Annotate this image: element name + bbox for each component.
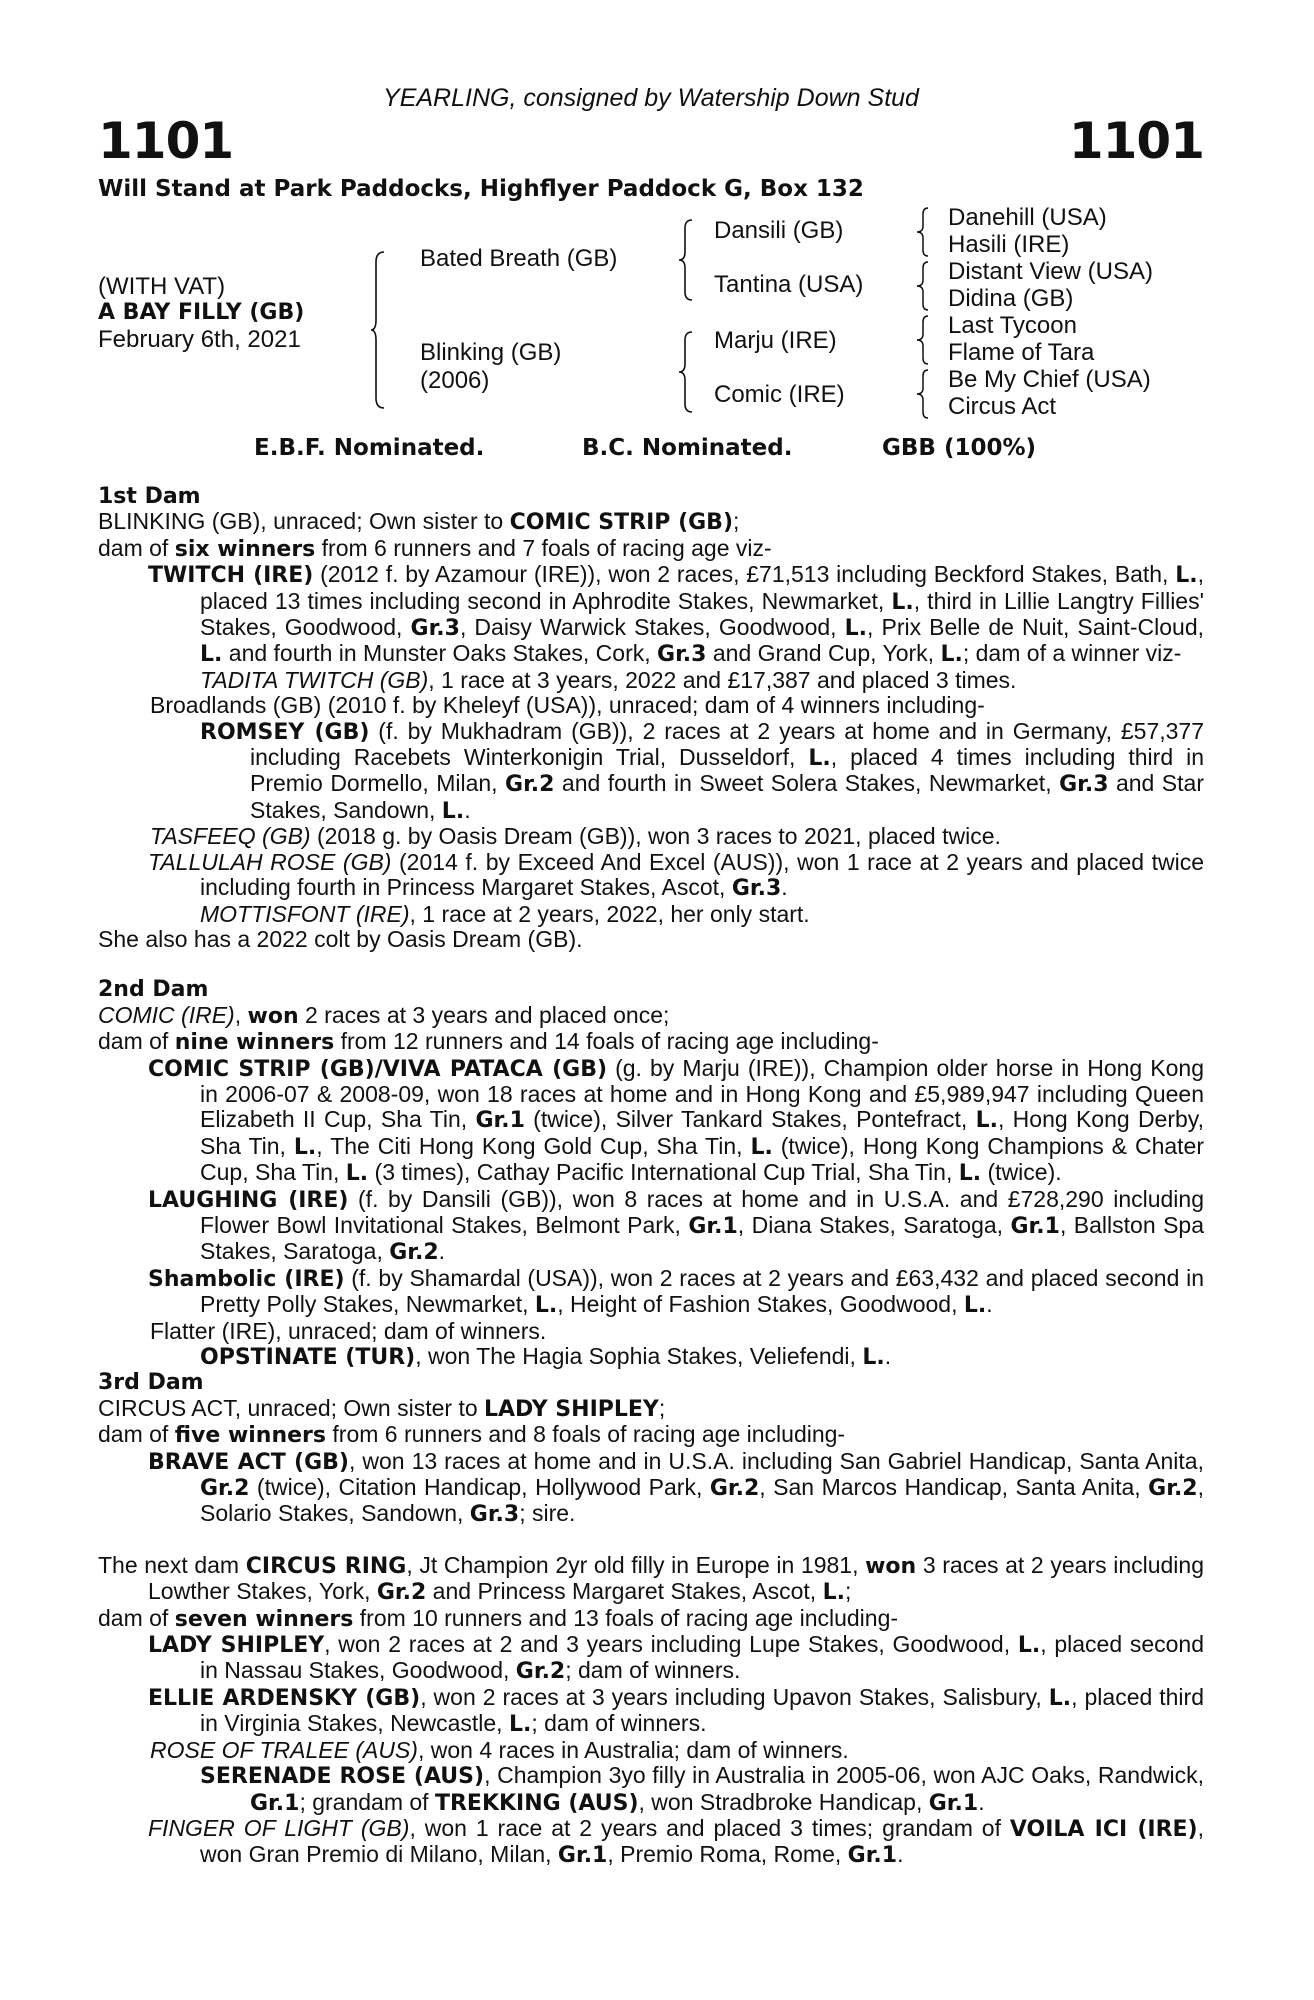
produce-mottisfont: MOTTISFONT (IRE), 1 race at 2 years, 2022, her only start. bbox=[200, 900, 810, 927]
horse-name: A BAY FILLY (GB) bbox=[98, 300, 305, 325]
brace-g4 bbox=[916, 368, 932, 420]
consignor-line: YEARLING, consigned by Watership Down Stud bbox=[383, 84, 919, 112]
vat-note: (WITH VAT) bbox=[98, 273, 226, 300]
produce-brave-act: BRAVE ACT (GB), won 13 races at home and in U.S.A. including San Gabriel Handicap, Santa Anita, Gr.2 (twice), Citation Handicap, Hollywood Park, Gr.2, San Marcos Handicap, Santa Anita, Gr.2, Solario Stakes, Sandown, Gr.3; sire. bbox=[148, 1447, 1204, 1528]
ebf-nomination: E.B.F. Nominated. bbox=[254, 435, 485, 461]
produce-comic-strip: COMIC STRIP (GB)/VIVA PATACA (GB) (g. by Marju (IRE)), Champion older horse in Hong Kong in 2006-07 & 2008-09, won 18 races at home and in Hong Kong and £5,989,947 including Queen Elizabeth II Cup, Sha Tin, Gr.1 (twice), Silver Tankard Stakes, Pontefract, L., Hong Kong Derby, Sha Tin, L., The Citi Hong Kong Gold Cup, Sha Tin, L. (twice), Hong Kong Champions & Chater Cup, Sha Tin, L. (3 times), Cathay Pacific International Cup Trial, Sha Tin, L. (twice). bbox=[148, 1054, 1204, 1187]
ancestor-4: Didina (GB) bbox=[948, 285, 1074, 312]
next-dam-line-2: dam of seven winners from 10 runners and 13 foals of racing age including- bbox=[98, 1604, 899, 1632]
first-dam-also: She also has a 2022 colt by Oasis Dream (GB). bbox=[98, 925, 583, 952]
lot-number-right: 1101 bbox=[1068, 112, 1204, 170]
sire-name: Bated Breath (GB) bbox=[420, 245, 618, 272]
third-dam-heading: 3rd Dam bbox=[98, 1370, 204, 1396]
third-dam-line-1: CIRCUS ACT, unraced; Own sister to LADY SHIPLEY; bbox=[98, 1394, 666, 1422]
dam-name: Blinking (GB) bbox=[420, 339, 562, 366]
second-dam-line-1: COMIC (IRE), won 2 races at 3 years and placed once; bbox=[98, 1001, 670, 1029]
produce-ellie-ardensky: ELLIE ARDENSKY (GB), won 2 races at 3 years including Upavon Stakes, Salisbury, L., placed third in Virginia Stakes, Newcastle, L.; dam of winners. bbox=[148, 1683, 1204, 1738]
second-dam-line-2: dam of nine winners from 12 runners and 14 foals of racing age including- bbox=[98, 1028, 879, 1056]
produce-tasfeeq: TASFEEQ (GB) (2018 g. by Oasis Dream (GB)), won 3 races to 2021, placed twice. bbox=[150, 823, 1001, 850]
produce-tadita: TADITA TWITCH (GB), 1 race at 3 years, 2022 and £17,387 and placed 3 times. bbox=[200, 666, 1017, 693]
produce-finger-of-light: FINGER OF LIGHT (GB), won 1 race at 2 years and placed 3 times; grandam of VOILA ICI (IRE), won Gran Premio di Milano, Milan, Gr.1, Premio Roma, Rome, Gr.1. bbox=[148, 1814, 1204, 1869]
foaling-date: February 6th, 2021 bbox=[98, 326, 301, 353]
brace-g3 bbox=[916, 314, 932, 366]
produce-shambolic: Shambolic (IRE) (f. by Shamardal (USA)), won 2 races at 2 years and £63,432 and placed second in Pretty Polly Stakes, Newmarket, L., Height of Fashion Stakes, Goodwood, L.. bbox=[148, 1264, 1204, 1319]
third-dam-line-2: dam of five winners from 6 runners and 8 foals of racing age including- bbox=[98, 1421, 846, 1449]
brace-g2 bbox=[916, 260, 932, 312]
dam-dam-name: Comic (IRE) bbox=[714, 381, 845, 408]
brace-sire bbox=[678, 218, 698, 302]
produce-flatter: Flatter (IRE), unraced; dam of winners. bbox=[150, 1317, 547, 1344]
lot-number-left: 1101 bbox=[98, 112, 234, 170]
produce-opstinate: OPSTINATE (TUR), won The Hagia Sophia Stakes, Veliefendi, L.. bbox=[200, 1343, 892, 1370]
ancestor-6: Flame of Tara bbox=[948, 339, 1095, 366]
produce-lady-shipley: LADY SHIPLEY, won 2 races at 2 and 3 years including Lupe Stakes, Goodwood, L., placed second in Nassau Stakes, Goodwood, Gr.2; dam of winners. bbox=[148, 1631, 1204, 1685]
produce-broadlands: Broadlands (GB) (2010 f. by Kheleyf (USA)), unraced; dam of 4 winners including- bbox=[150, 692, 985, 719]
sire-sire-name: Dansili (GB) bbox=[714, 217, 844, 244]
ancestor-7: Be My Chief (USA) bbox=[948, 366, 1151, 393]
produce-twitch: TWITCH (IRE) (2012 f. by Azamour (IRE)), won 2 races, £71,513 including Beckford Stakes, Bath, L., placed 13 times including second in Aphrodite Stakes, Newmarket, L., third in Lillie Langtry Fillies' Stakes, Goodwood, Gr.3, Daisy Warwick Stakes, Goodwood, L., Prix Belle de Nuit, Saint-Cloud, L. and fourth in Munster Oaks Stakes, Cork, Gr.3 and Grand Cup, York, L.; dam of a winner viz- bbox=[148, 561, 1204, 668]
sire-dam-name: Tantina (USA) bbox=[714, 271, 864, 298]
brace-dam bbox=[678, 330, 698, 414]
next-dam-line-1: The next dam CIRCUS RING, Jt Champion 2yr old filly in Europe in 1981, won 3 races at 2 years including Lowther Stakes, York, Gr.2 and Princess Margaret Stakes, Ascot, L.; bbox=[98, 1551, 1204, 1606]
produce-tallulah: TALLULAH ROSE (GB) (2014 f. by Exceed And Excel (AUS)), won 1 race at 2 years and placed twice including fourth in Princess Margaret Stakes, Ascot, Gr.3. bbox=[148, 848, 1204, 902]
brace-g1 bbox=[916, 206, 932, 258]
dam-year: (2006) bbox=[420, 367, 490, 394]
dam-sire-name: Marju (IRE) bbox=[714, 327, 837, 354]
stand-location: Will Stand at Park Paddocks, Highflyer Paddock G, Box 132 bbox=[98, 176, 864, 202]
ancestor-2: Hasili (IRE) bbox=[948, 231, 1070, 258]
produce-rose-of-tralee: ROSE OF TRALEE (AUS), won 4 races in Australia; dam of winners. bbox=[150, 1736, 849, 1763]
ancestor-5: Last Tycoon bbox=[948, 312, 1077, 339]
gbb-note: GBB (100%) bbox=[882, 435, 1037, 461]
first-dam-heading: 1st Dam bbox=[98, 484, 201, 509]
second-dam-heading: 2nd Dam bbox=[98, 977, 209, 1003]
ancestor-8: Circus Act bbox=[948, 393, 1057, 420]
produce-record bbox=[98, 484, 1204, 1869]
produce-laughing: LAUGHING (IRE) (f. by Dansili (GB)), won 8 races at home and in U.S.A. and £728,290 including Flower Bowl Invitational Stakes, Belmont Park, Gr.1, Diana Stakes, Saratoga, Gr.1, Ballston Spa Stakes, Saratoga, Gr.2. bbox=[148, 1185, 1204, 1266]
produce-romsey: ROMSEY (GB) (f. by Mukhadram (GB)), 2 races at 2 years at home and in Germany, £57,377 including Racebets Winterkonigin Trial, Dusseldorf, L., placed 4 times including third in Premio Dormello, Milan, Gr.2 and fourth in Sweet Solera Stakes, Newmarket, Gr.3 and Star Stakes, Sandown, L.. bbox=[200, 717, 1204, 824]
produce-serenade-rose: SERENADE ROSE (AUS), Champion 3yo filly in Australia in 2005-06, won AJC Oaks, Randwick, Gr.1; grandam of TREKKING (AUS), won Stradbroke Handicap, Gr.1. bbox=[200, 1762, 1204, 1816]
ancestor-3: Distant View (USA) bbox=[948, 258, 1153, 285]
first-dam-line-1: BLINKING (GB), unraced; Own sister to COMIC STRIP (GB); bbox=[98, 508, 740, 536]
bc-nomination: B.C. Nominated. bbox=[582, 435, 793, 461]
brace-main bbox=[370, 250, 390, 410]
first-dam-line-2: dam of six winners from 6 runners and 7 foals of racing age viz- bbox=[98, 534, 772, 562]
ancestor-1: Danehill (USA) bbox=[948, 204, 1107, 231]
